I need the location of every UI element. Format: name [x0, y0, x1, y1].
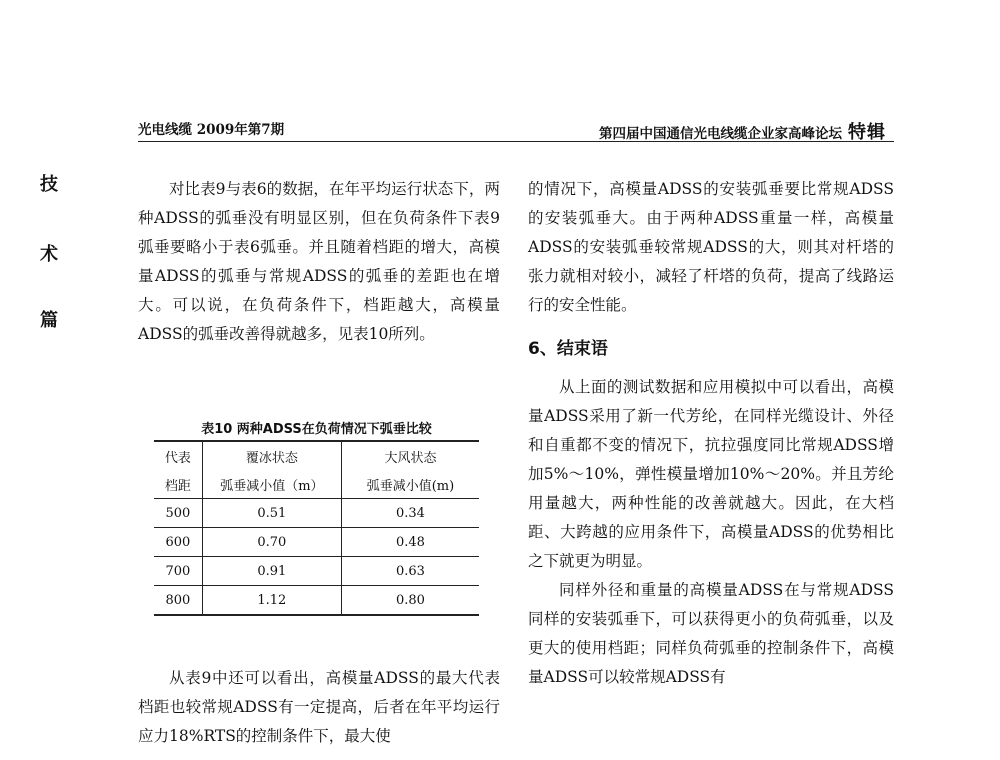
table-cell: 0.51 — [202, 499, 341, 528]
table-cell: 0.48 — [341, 528, 479, 557]
table-cell: 0.80 — [341, 586, 479, 616]
table-cell: 0.70 — [202, 528, 341, 557]
table-row — [154, 528, 479, 557]
table-cell: 500 — [154, 499, 202, 528]
table-cell: 1.12 — [202, 586, 341, 616]
table-header-cell: 弧垂减小值(m) — [341, 470, 479, 499]
journal-header: 光电线缆 2009年第7期 — [138, 122, 285, 138]
left-paragraph-1: 对比表9与表6的数据，在年平均运行状态下，两种ADSS的弧垂没有明显区别，但在负荷条件下表9弧垂要略小于表6弧垂。并且随着档距的增大，高模量ADSS的弧垂与常规ADSS的弧垂的差距也在增大。可以说，在负荷条件下，档距越大，高模量ADSS的弧垂改善得就越多，见表10所列。 — [138, 180, 500, 343]
left-column-top — [138, 175, 500, 349]
left-paragraph-2: 从表9中还可以看出，高模量ADSS的最大代表档距也较常规ADSS有一定提高，后者在年平均运行应力18%RTS的控制条件下，最大使 — [138, 669, 500, 745]
table-cell: 0.63 — [341, 557, 479, 586]
table-cell: 0.91 — [202, 557, 341, 586]
table-header-row-1 — [154, 441, 479, 470]
table-row — [154, 557, 479, 586]
right-paragraph-3: 同样外径和重量的高模量ADSS在与常规ADSS同样的安装弧垂下，可以获得更小的负荷弧垂，以及更大的使用档距；同样负荷弧垂的控制条件下，高模量ADSS可以较常规ADSS有 — [528, 581, 894, 686]
table-header-cell: 大风状态 — [341, 441, 479, 470]
table-header-cell: 档距 — [154, 470, 202, 499]
table-cell: 700 — [154, 557, 202, 586]
side-tab-char-1: 技 — [40, 174, 58, 195]
side-tab-char-3: 篇 — [40, 310, 58, 331]
table-row — [154, 586, 479, 616]
table-caption: 表10 两种ADSS在负荷情况下弧垂比较 — [201, 422, 432, 437]
table-header-row-2 — [154, 470, 479, 499]
table-cell: 800 — [154, 586, 202, 616]
table-cell: 600 — [154, 528, 202, 557]
section-title: 6、结束语 — [528, 339, 608, 359]
table-header-cell: 弧垂减小值（m） — [202, 470, 341, 499]
header-rule — [138, 141, 894, 142]
special-issue-tag: 特辑 — [848, 122, 886, 143]
side-tab-char-2: 术 — [40, 244, 58, 265]
table-cell: 0.34 — [341, 499, 479, 528]
right-column — [528, 175, 894, 692]
left-column-bottom — [138, 664, 500, 751]
forum-title: 第四届中国通信光电线缆企业家高峰论坛 — [599, 126, 842, 142]
table-header-cell: 代表 — [154, 441, 202, 470]
sag-comparison-table — [154, 440, 479, 616]
right-paragraph-2: 从上面的测试数据和应用模拟中可以看出，高模量ADSS采用了新一代芳纶，在同样光缆设计、外径和自重都不变的情况下，抗拉强度同比常规ADSS增加5%～10%，弹性模量增加10%～20%。并且芳纶用量越大，两种性能的改善就越大。因此，在大档距、大跨越的应用条件下，高模量ADSS的优势相比之下就更为明显。 — [528, 378, 894, 570]
table-row — [154, 499, 479, 528]
right-paragraph-1: 的情况下，高模量ADSS的安装弧垂要比常规ADSS的安装弧垂大。由于两种ADSS重量一样，高模量ADSS的安装弧垂较常规ADSS的大，则其对杆塔的张力就相对较小，减轻了杆塔的负荷，提高了线路运行的安全性能。 — [528, 180, 894, 314]
table-header-cell: 覆冰状态 — [202, 441, 341, 470]
